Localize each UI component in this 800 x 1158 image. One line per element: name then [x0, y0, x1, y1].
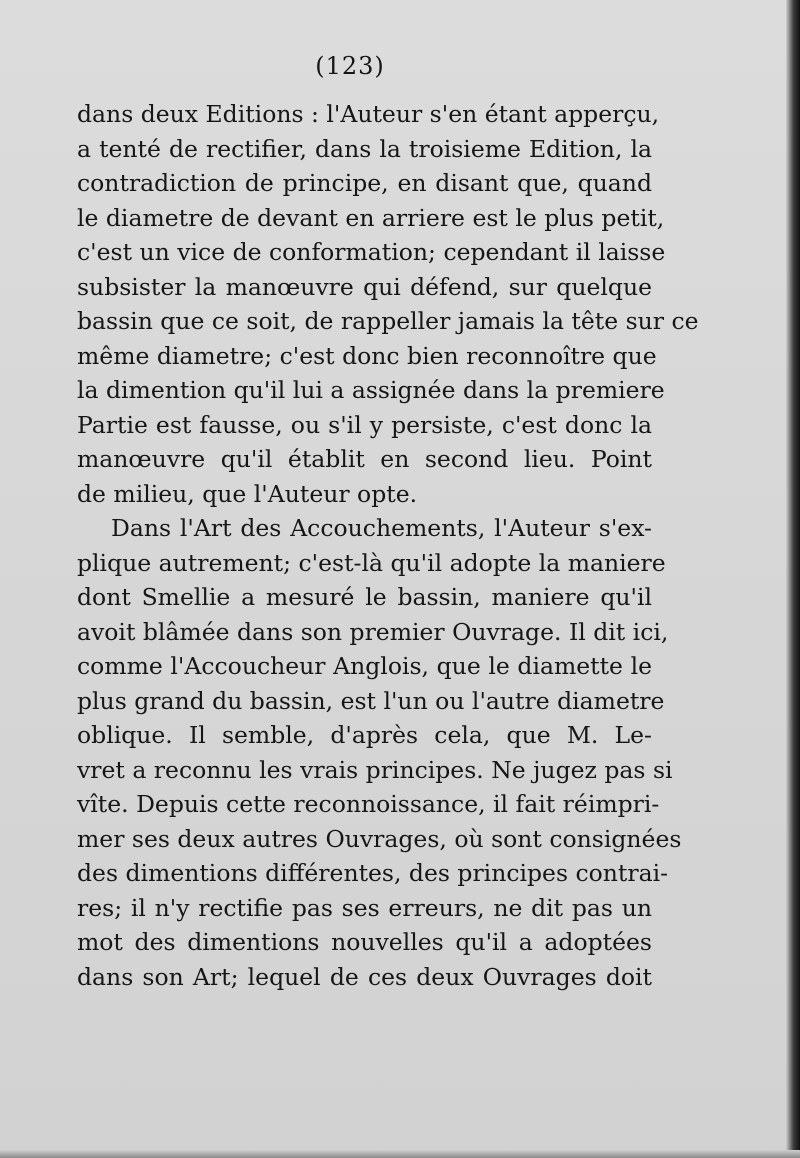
text-line: le diametre de devant en arriere est le plus petit,	[77, 203, 665, 232]
text-line: plique autrement; c'est-là qu'il adopte la maniere	[77, 548, 666, 577]
text-line: la dimention qu'il lui a assignée dans la premiere	[77, 376, 665, 404]
text-line: Partie est fausse, ou s'il y persiste, c'est donc la	[77, 410, 652, 439]
text-line: dans deux Editions : l'Auteur s'en étant apperçu,	[77, 100, 660, 128]
text-line: oblique. Il semble, d'après cela, que M. Le-	[77, 721, 652, 749]
text-line: avoit blâmée dans son premier Ouvrage. Il dit ici,	[77, 617, 669, 646]
text-line: de milieu, que l'Auteur opte.	[77, 479, 418, 508]
page-bottom-edge	[0, 1150, 800, 1158]
text-line: c'est un vice de conformation; cependant il laisse	[77, 238, 666, 266]
text-line: dans son Art; lequel de ces deux Ouvrages doit	[77, 962, 652, 991]
body-text	[77, 97, 699, 994]
page-edge-shadow	[786, 0, 800, 1158]
text-line: mer ses deux autres Ouvrages, où sont consignées	[77, 824, 682, 853]
text-line: des dimentions différentes, des principes contrai-	[77, 859, 669, 887]
text-line: contradiction de principe, en disant que, quand	[77, 169, 652, 197]
text-line: comme l'Accoucheur Anglois, que le diamette le	[77, 652, 652, 680]
text-line: dont Smellie a mesuré le bassin, maniere qu'il	[77, 583, 652, 611]
text-line: vret a reconnu les vrais principes. Ne jugez pas si	[77, 755, 673, 784]
text-line: res; il n'y rectifie pas ses erreurs, ne dit pas un	[77, 893, 652, 922]
text-line: mot des dimentions nouvelles qu'il a adoptées	[77, 928, 652, 956]
text-line: subsister la manœuvre qui défend, sur quelque	[77, 272, 652, 301]
text-line: vîte. Depuis cette reconnoissance, il fait réimpri-	[77, 790, 660, 818]
text-line: a tenté de rectifier, dans la troisieme Edition, la	[77, 134, 652, 163]
text-line: plus grand du bassin, est l'un ou l'autre diametre	[77, 686, 665, 715]
page-number: (123)	[315, 52, 385, 80]
text-line: bassin que ce soit, de rappeller jamais la tête sur ce	[77, 307, 699, 335]
text-line: manœuvre qu'il établit en second lieu. Point	[77, 445, 652, 473]
text-line: Dans l'Art des Accouchements, l'Auteur s'ex-	[111, 514, 652, 542]
text-line: même diametre; c'est donc bien reconnoître que	[77, 341, 657, 370]
